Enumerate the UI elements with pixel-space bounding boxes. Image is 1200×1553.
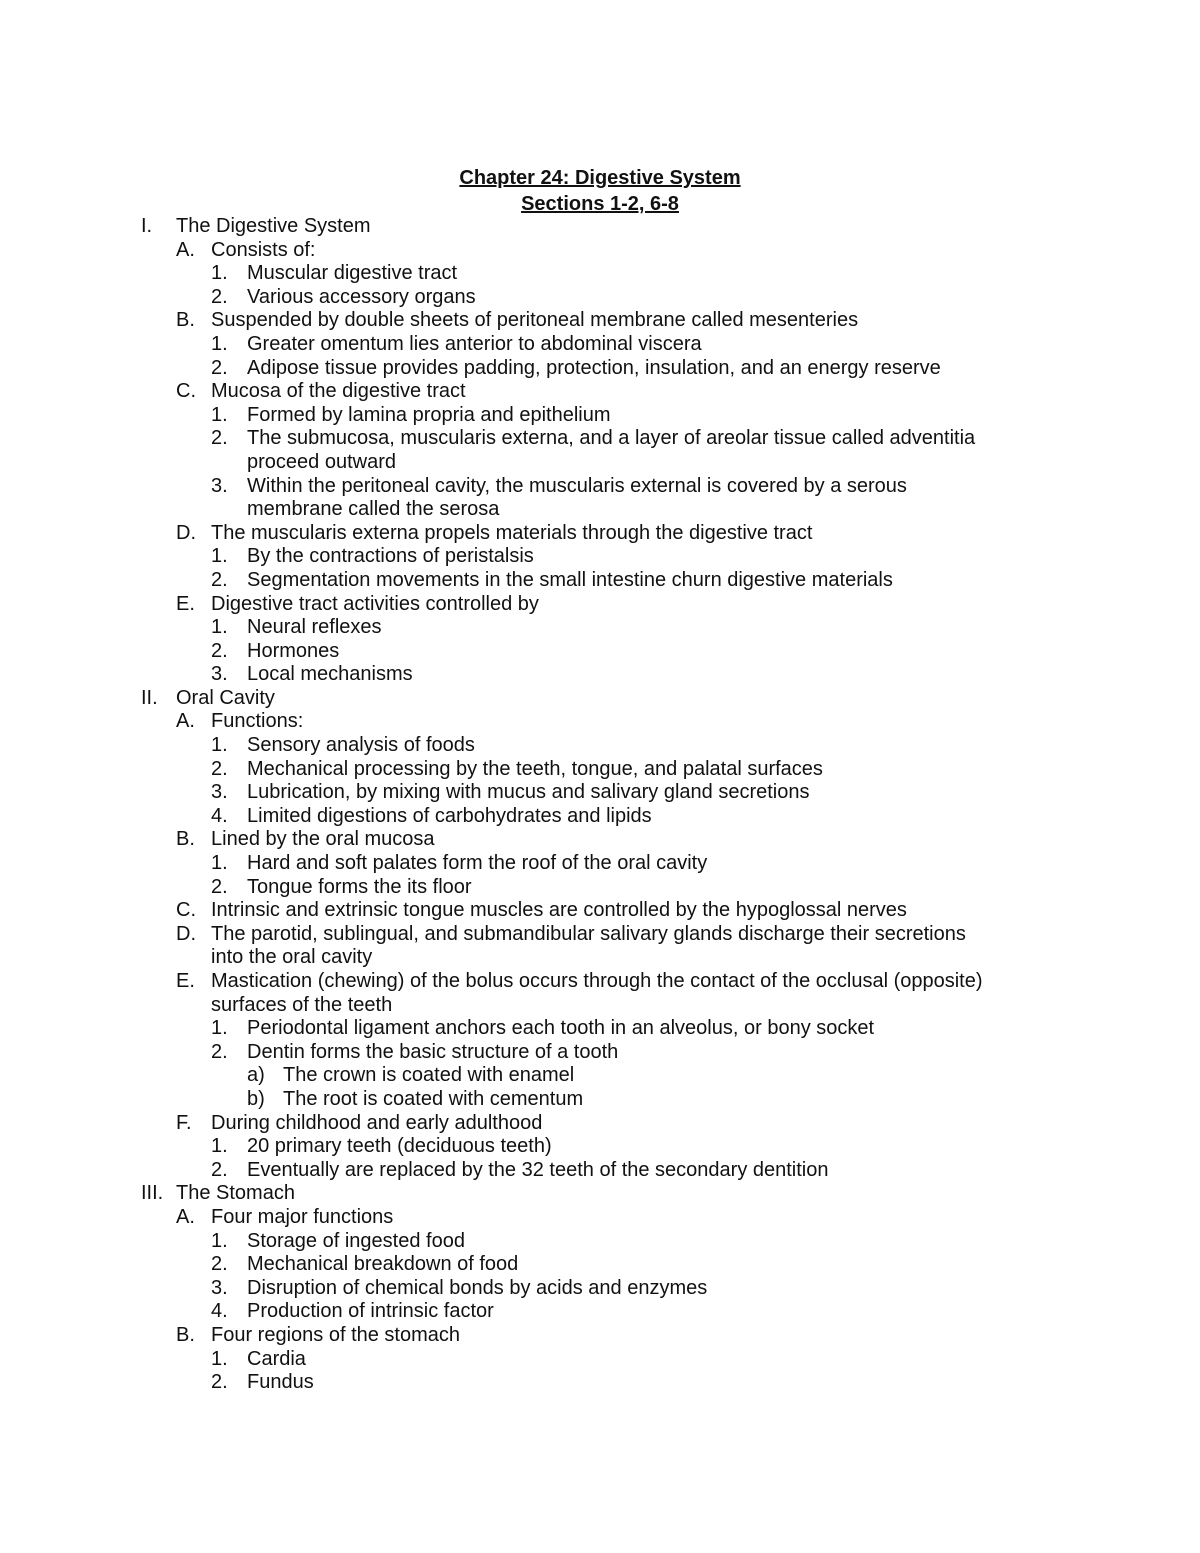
outline-item <box>0 475 1200 499</box>
outline-marker: 2. <box>211 1371 228 1394</box>
outline-item <box>0 1371 1200 1395</box>
outline-item <box>0 758 1200 782</box>
outline-text: Mechanical breakdown of food <box>247 1253 519 1276</box>
outline-item <box>0 1088 1200 1112</box>
outline-marker: 4. <box>211 1300 228 1323</box>
outline-marker: 1. <box>211 403 228 426</box>
outline-marker: 3. <box>211 663 228 686</box>
outline-marker: 2. <box>211 757 228 780</box>
outline-item <box>0 828 1200 852</box>
outline-marker: 1. <box>211 616 228 639</box>
outline-item <box>0 522 1200 546</box>
outline-item <box>0 616 1200 640</box>
outline-marker: a) <box>247 1064 265 1087</box>
outline-item <box>0 380 1200 404</box>
outline-text: Limited digestions of carbohydrates and lipids <box>247 804 652 827</box>
outline-text: Hard and soft palates form the roof of the oral cavity <box>247 852 708 875</box>
outline-text: Fundus <box>247 1371 314 1394</box>
outline-marker: 2. <box>211 1253 228 1276</box>
outline-item <box>0 309 1200 333</box>
outline-item <box>0 1206 1200 1230</box>
outline-marker: B. <box>176 1323 195 1346</box>
outline-marker: C. <box>176 899 196 922</box>
outline-text: Mucosa of the digestive tract <box>211 380 466 403</box>
outline-text: 20 primary teeth (deciduous teeth) <box>247 1135 552 1158</box>
outline-item <box>0 923 1200 947</box>
outline-text: The Stomach <box>176 1182 295 1205</box>
outline-item <box>0 1159 1200 1183</box>
outline-marker: B. <box>176 309 195 332</box>
outline-marker: 1. <box>211 332 228 355</box>
outline-text: Consists of: <box>211 238 316 261</box>
outline-text: Hormones <box>247 639 340 662</box>
outline-item <box>0 1135 1200 1159</box>
outline-item <box>0 994 1200 1018</box>
outline-item <box>0 545 1200 569</box>
outline-marker: C. <box>176 380 196 403</box>
outline-marker: 2. <box>211 356 228 379</box>
outline-text: Functions: <box>211 710 304 733</box>
outline-marker: 2. <box>211 1040 228 1063</box>
outline-text: Intrinsic and extrinsic tongue muscles are controlled by the hypoglossal nerves <box>211 899 907 922</box>
outline-marker: E. <box>176 592 195 615</box>
outline-marker: I. <box>141 215 153 237</box>
outline-item <box>0 1253 1200 1277</box>
outline-text: Various accessory organs <box>247 285 476 308</box>
outline-item <box>0 1348 1200 1372</box>
outline-item <box>0 876 1200 900</box>
outline-marker: 3. <box>211 1276 228 1299</box>
outline-marker: b) <box>247 1087 265 1110</box>
outline-text: The submucosa, muscularis externa, and a layer of areolar tissue called adventitia <box>247 427 976 450</box>
outline-marker: 2. <box>211 427 228 450</box>
outline-item <box>0 805 1200 829</box>
outline-marker: 2. <box>211 568 228 591</box>
outline-item <box>0 451 1200 475</box>
outline-item <box>0 333 1200 357</box>
outline-item <box>0 1324 1200 1348</box>
outline-text: Production of intrinsic factor <box>247 1300 494 1323</box>
outline-marker: 1. <box>211 1229 228 1252</box>
outline-text: membrane called the serosa <box>247 498 500 521</box>
outline-item <box>0 852 1200 876</box>
outline-text: Four major functions <box>211 1205 394 1228</box>
outline-marker: E. <box>176 970 195 992</box>
outline-text: Digestive tract activities controlled by <box>211 592 539 615</box>
outline-item <box>0 427 1200 451</box>
outline-marker: 2. <box>211 639 228 662</box>
outline-text: Local mechanisms <box>247 663 413 686</box>
outline-text: Mechanical processing by the teeth, tongue, and palatal surfaces <box>247 757 823 780</box>
outline-item <box>0 1041 1200 1065</box>
outline-text: Lined by the oral mucosa <box>211 828 435 851</box>
outline-item <box>0 215 1200 239</box>
outline-text: into the oral cavity <box>211 946 373 969</box>
outline-text: Segmentation movements in the small intestine churn digestive materials <box>247 568 893 591</box>
outline-text: Formed by lamina propria and epithelium <box>247 403 611 426</box>
outline-text: Greater omentum lies anterior to abdominal viscera <box>247 332 702 355</box>
outline-text: Adipose tissue provides padding, protection, insulation, and an energy reserve <box>247 356 941 379</box>
outline-marker: F. <box>176 1111 192 1134</box>
document-subtitle: Sections 1-2, 6-8 <box>521 193 679 215</box>
outline-text: Mastication (chewing) of the bolus occurs through the contact of the occlusal (opposite) <box>211 970 983 992</box>
outline-item <box>0 710 1200 734</box>
outline-item <box>0 663 1200 687</box>
outline-item <box>0 593 1200 617</box>
outline-item <box>0 262 1200 286</box>
outline-text: The Digestive System <box>176 215 371 237</box>
outline-text: The muscularis externa propels materials through the digestive tract <box>211 521 813 544</box>
outline-item <box>0 970 1200 994</box>
outline-marker: 1. <box>211 545 228 568</box>
outline-text: Eventually are replaced by the 32 teeth of the secondary dentition <box>247 1158 829 1181</box>
outline-text: Storage of ingested food <box>247 1229 465 1252</box>
outline-item <box>0 640 1200 664</box>
outline-text: Four regions of the stomach <box>211 1323 461 1346</box>
outline-marker: A. <box>176 710 195 733</box>
outline-marker: II. <box>141 686 158 709</box>
outline-marker: 1. <box>211 1135 228 1158</box>
outline-item <box>0 1230 1200 1254</box>
outline-text: Lubrication, by mixing with mucus and salivary gland secretions <box>247 781 810 804</box>
outline-item <box>0 286 1200 310</box>
outline-item <box>0 946 1200 970</box>
outline-text: Cardia <box>247 1347 306 1370</box>
outline-marker: 4. <box>211 804 228 827</box>
outline-text: By the contractions of peristalsis <box>247 545 534 568</box>
outline-marker: 2. <box>211 1158 228 1181</box>
outline-item <box>0 239 1200 263</box>
outline-text: The root is coated with cementum <box>283 1087 584 1110</box>
outline-marker: A. <box>176 1205 195 1228</box>
outline-item <box>0 1300 1200 1324</box>
outline-item <box>0 1017 1200 1041</box>
outline-item <box>0 1277 1200 1301</box>
outline-text: Muscular digestive tract <box>247 262 458 285</box>
outline-item <box>0 404 1200 428</box>
outline-item <box>0 1064 1200 1088</box>
outline-text: Disruption of chemical bonds by acids and enzymes <box>247 1276 708 1299</box>
outline-item <box>0 357 1200 381</box>
outline-marker: 3. <box>211 781 228 804</box>
outline-marker: B. <box>176 828 195 851</box>
outline-text: Periodontal ligament anchors each tooth in an alveolus, or bony socket <box>247 1017 875 1040</box>
outline-item <box>0 781 1200 805</box>
outline-text: Dentin forms the basic structure of a tooth <box>247 1040 619 1063</box>
outline-text: Suspended by double sheets of peritoneal membrane called mesenteries <box>211 309 859 332</box>
outline-marker: 1. <box>211 1017 228 1040</box>
outline-item <box>0 498 1200 522</box>
outline-item <box>0 687 1200 711</box>
outline-text: The crown is coated with enamel <box>283 1064 575 1087</box>
outline-marker: D. <box>176 922 196 945</box>
outline-text: During childhood and early adulthood <box>211 1111 543 1134</box>
outline-marker: 1. <box>211 1347 228 1370</box>
outline-text: Tongue forms the its floor <box>247 875 472 898</box>
outline-marker: 1. <box>211 262 228 285</box>
outline-text: proceed outward <box>247 450 396 473</box>
outline-marker: A. <box>176 238 195 261</box>
outline-item <box>0 1112 1200 1136</box>
outline-item <box>0 734 1200 758</box>
outline-marker: 3. <box>211 474 228 497</box>
outline-item <box>0 899 1200 923</box>
outline-item <box>0 569 1200 593</box>
outline-marker: 1. <box>211 734 228 757</box>
outline-text: Oral Cavity <box>176 686 275 709</box>
outline-marker: 2. <box>211 875 228 898</box>
outline-marker: 1. <box>211 852 228 875</box>
outline-text: The parotid, sublingual, and submandibular salivary glands discharge their secretions <box>211 922 966 945</box>
outline-text: Sensory analysis of foods <box>247 734 475 757</box>
outline-text: Within the peritoneal cavity, the muscularis external is covered by a serous <box>247 474 907 497</box>
outline <box>0 215 1200 1395</box>
outline-text: surfaces of the teeth <box>211 993 393 1016</box>
outline-text: Neural reflexes <box>247 616 382 639</box>
outline-marker: III. <box>141 1182 164 1205</box>
document-title: Chapter 24: Digestive System <box>459 167 741 189</box>
outline-item <box>0 1182 1200 1206</box>
outline-marker: D. <box>176 521 196 544</box>
outline-marker: 2. <box>211 285 228 308</box>
